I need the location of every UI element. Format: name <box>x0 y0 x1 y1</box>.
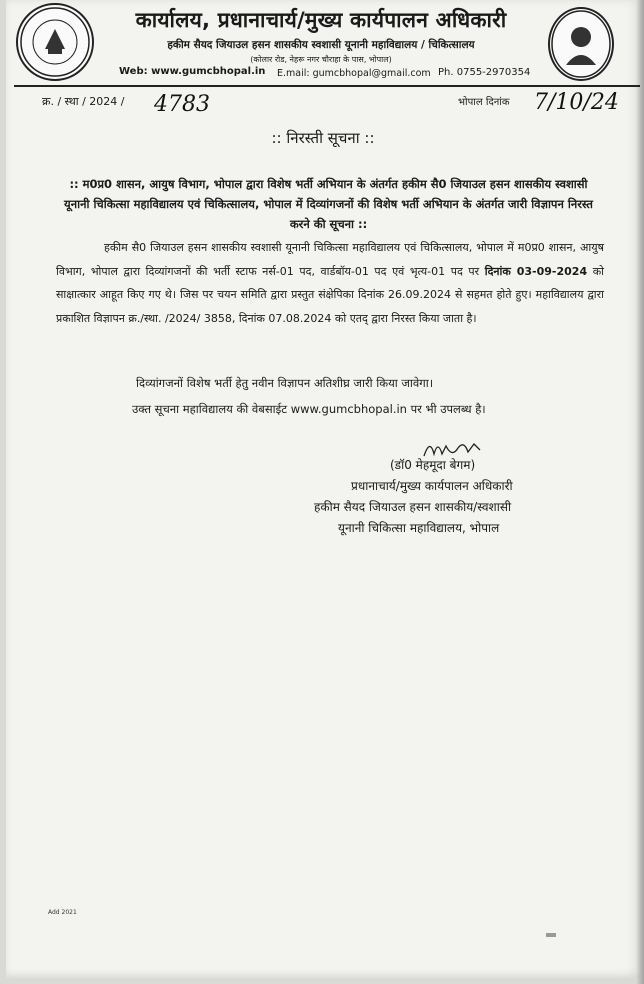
email-text: E.mail: gumcbhopal@gmail.com <box>277 68 431 79</box>
college-address: (कोलार रोड, नेहरू नगर चौराहा के पास, भोपाल) <box>250 55 392 64</box>
notice-body <box>56 236 604 330</box>
page-edge-shadow <box>636 0 644 984</box>
phone-text: Ph. 0755-2970354 <box>438 67 531 78</box>
website-text: Web: www.gumcbhopal.in <box>119 66 266 77</box>
new-ad-note: दिव्यांगजनों विशेष भर्ती हेतु नवीन विज्ञापन अतिशीघ्र जारी किया जावेगा। <box>136 376 434 390</box>
office-title: कार्यालय, प्रधानाचार्य/मुख्य कार्यपालन अधिकारी <box>135 8 507 32</box>
footer-note: Add 2021 <box>48 909 77 916</box>
date-value: 7/10/24 <box>534 90 619 115</box>
signatory-location: यूनानी चिकित्सा महाविद्यालय, भोपाल <box>338 521 500 535</box>
header-divider <box>14 85 640 87</box>
document-page <box>6 0 640 978</box>
signatory-name: (डॉ0 मेहमूदा बेगम) <box>390 458 476 472</box>
date-label: भोपाल दिनांक <box>458 97 510 108</box>
reference-label: क्र. / स्था / 2024 / <box>42 95 125 108</box>
website-note: उक्त सूचना महाविद्यालय की वेबसाईट www.gumcbhopal.in पर भी उपलब्ध है। <box>132 402 486 416</box>
body-paragraph: हकीम सै0 जियाउल हसन शासकीय स्वशासी यूनानी चिकित्सा महाविद्यालय एवं चिकित्सालय, भोपाल में म0प्र0 शासन, आयुष विभाग, भोपाल द्वारा दिव्यांगजनों की भर्ती स्टाफ नर्स-01 पद, वार्डबॉय-01 पद एवं भृत्य-01 पद पर दिनांक 03-09-2024 को साक्षात्कार आहूत किए गए थे। जिस पर चयन समिति द्वारा प्रस्तुत संक्षेपिका दिनांक 26.09.2024 से सहमत होते हुए। महाविद्यालय द्वारा प्रकाशित विज्ञापन क्र./स्था. /2024/ 3858, दिनांक 07.08.2024 को एतद् द्वारा निरस्त किया जाता है। <box>56 241 604 325</box>
signatory-institution: हकीम सैयद जियाउल हसन शासकीय/स्वशासी <box>314 500 512 514</box>
page-mark <box>546 933 556 937</box>
college-name: हकीम सैयद जियाउल हसन शासकीय स्वशासी यूनानी महाविद्यालय / चिकित्सालय <box>167 39 475 51</box>
signatory-designation: प्रधानाचार्य/मुख्य कार्यपालन अधिकारी <box>351 479 513 493</box>
founder-portrait-seal <box>548 7 614 81</box>
college-seal-logo <box>16 3 94 81</box>
notice-title: :: निरस्ती सूचना :: <box>271 129 375 147</box>
notice-subject: :: म0प्र0 शासन, आयुष विभाग, भोपाल द्वारा विशेष भर्ती अभियान के अंतर्गत हकीम सै0 जियाउल हसन शासकीय स्वशासी यूनानी चिकित्सा महाविद्यालय एवं चिकित्सालय, भोपाल में दिव्यांगजनों की विशेष भर्ती अभियान के अंतर्गत जारी विज्ञापन निरस्त करने की सूचना :: <box>64 177 593 231</box>
interview-date: दिनांक 03-09-2024 <box>484 264 588 278</box>
reference-number: 4783 <box>154 92 210 117</box>
